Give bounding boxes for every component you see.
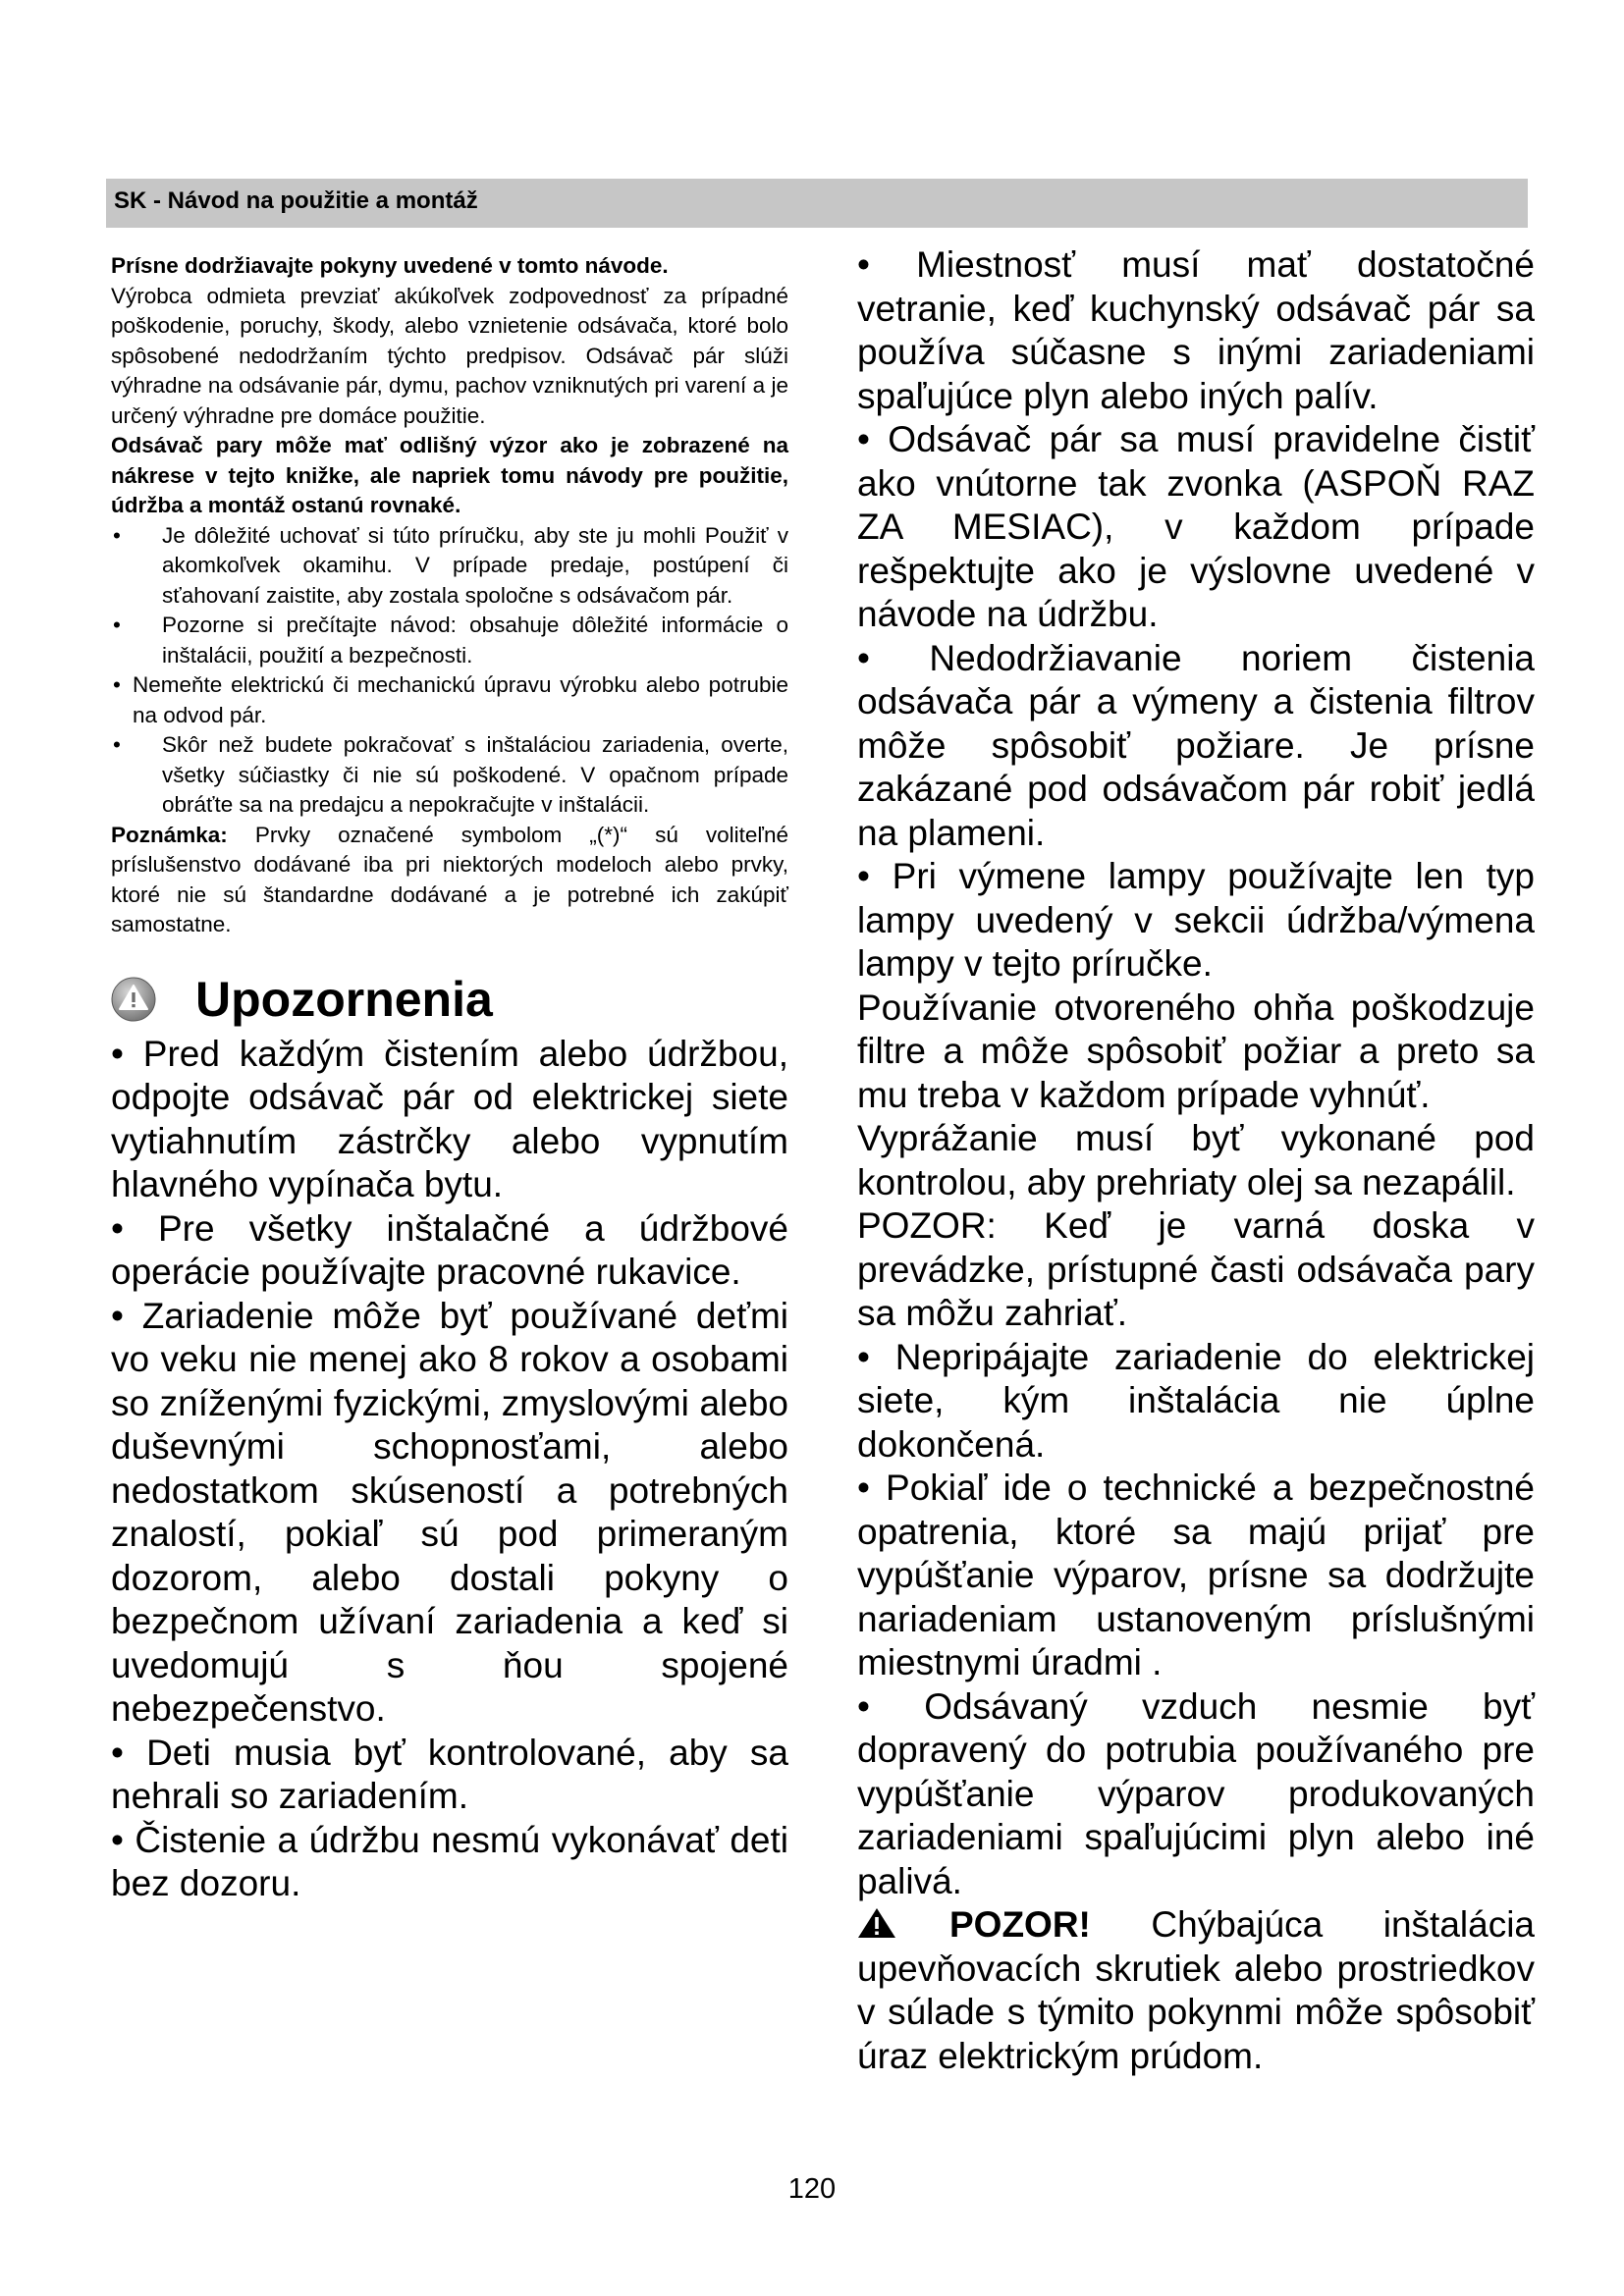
warning-triangle-icon	[857, 1907, 896, 1939]
right-text-block	[857, 243, 1535, 2078]
page-number: 120	[787, 2173, 837, 2205]
warning-circle-icon	[111, 977, 156, 1022]
list-item-text: Pozorne si prečítajte návod: obsahuje dôležité informácie o inštalácii, použití a bezpečnosti.	[162, 613, 788, 667]
warning-item: • Čistenie a údržbu nesmú vykonávať deti bez dozoru.	[111, 1819, 788, 1903]
list-item-text: Nemeňte elektrickú či mechanickú úpravu výrobku alebo potrubie na odvod pár.	[133, 672, 788, 727]
paragraph: POZOR: Keď je varná doska v prevádzke, prístupné časti odsávača pary sa môžu zahriať.	[857, 1205, 1535, 1333]
warning-item: • Deti musia byť kontrolované, aby sa nehrali so zariadením.	[111, 1732, 788, 1816]
section-header-bar	[106, 179, 1528, 228]
section-header-title: SK - Návod na použitie a montáž	[114, 187, 478, 214]
paragraph: • Odsávač pár sa musí pravidelne čistiť ako vnútorne tak zvonka (ASPOŇ RAZ ZA MESIAC), v každom prípade rešpektujte ako je výslovne uvedené v návode na údržbu.	[857, 419, 1535, 634]
warning-item: • Pred každým čistením alebo údržbou, odpojte odsávač pár od elektrickej siete vytiahnutím zástrčky alebo vypnutím hlavného vypínača bytu.	[111, 1033, 788, 1204]
paragraph: Vyprážanie musí byť vykonané pod kontrolou, aby prehriaty olej sa nezapálil.	[857, 1118, 1535, 1202]
list-item: • Je dôležité uchovať si túto príručku, aby ste ju mohli Použiť v akomkoľvek okamihu. V prípade predaje, postúpení či sťahovaní zaistite, aby zostala spoločne s odsávačom pár.	[113, 522, 788, 608]
intro-bold-text: Prísne dodržiavajte pokyny uvedené v tomto návode.	[111, 253, 669, 278]
paragraph: • Pri výmene lampy používajte len typ lampy uvedený v sekcii údržba/výmena lampy v tejto príručke.	[857, 856, 1535, 984]
pozor-label: POZOR!	[949, 1904, 1091, 1945]
left-column	[111, 251, 788, 1906]
section-heading: Upozornenia	[195, 971, 493, 1027]
pozor-text: Chýbajúca inštalácia upevňovacích skrutiek alebo prostriedkov v súlade s týmito pokynmi môže spôsobiť úraz elektrickým prúdom.	[857, 1904, 1535, 2076]
intro-text: Výrobca odmieta prevziať akúkoľvek zodpovednosť za prípadné poškodenie, poruchy, škody, alebo vznietenie odsávača, ktoré bolo spôsobené nedodržaním týchto predpisov. Odsávač pár slúži výhradne na odsávanie pár, dymu, pachov vzniknutých pri varení a je určený výhradne pre domáce použitie.	[111, 283, 788, 428]
paragraph: Používanie otvoreného ohňa poškodzuje filtre a môže spôsobiť požiar a preto sa mu treba v každom prípade vyhnúť.	[857, 987, 1535, 1115]
warnings-list	[111, 1033, 788, 1906]
paragraph: • Odsávaný vzduch nesmie byť dopravený do potrubia používaného pre vypúšťanie výparov produkovaných zariadeniami spaľujúcimi plyn alebo iné palivá.	[857, 1685, 1535, 1901]
warning-item: • Zariadenie môže byť používané deťmi vo veku nie menej ako 8 rokov a osobami so zníženými fyzickými, zmyslovými alebo duševnými schopnosťami, alebo nedostatkom skúseností a potrebných znalostí, pokiaľ sú pod primeraným dozorom, alebo dostali pokyny o bezpečnom užívaní zariadenia a keď si uvedomujú s ňou spojené nebezpečenstvo.	[111, 1295, 788, 1729]
paragraph: • Nedodržiavanie noriem čistenia odsávača pár a výmeny a čistenia filtrov môže spôsobiť požiare. Je prísne zakázané pod odsávačom pár robiť jedlá na plameni.	[857, 637, 1535, 853]
paragraph: • Miestnosť musí mať dostatočné vetranie, keď kuchynský odsávač pár sa používa súčasne s inými zariadeniami spaľujúce plyn alebo iných palív.	[857, 244, 1535, 416]
list-item: • Pozorne si prečítajte návod: obsahuje dôležité informácie o inštalácii, použití a bezpečnosti.	[113, 613, 788, 667]
warning-item: • Pre všetky inštalačné a údržbové operácie používajte pracovné rukavice.	[111, 1207, 788, 1292]
pozor-paragraph	[857, 1903, 1535, 2078]
paragraph: • Pokiaľ ide o technické a bezpečnostné opatrenia, ktoré sa majú prijať pre vypúšťanie výparov, prísne sa dodržujte nariadeniam ustanoveným príslušnými miestnymi úradmi .	[857, 1468, 1535, 1682]
note-text: Prvky označené symbolom „(*)“ sú voliteľné príslušenstvo dodávané iba pri niektorých modeloch alebo prvky, ktoré nie sú štandardne dodávané a je potrebné ich zakúpiť samostatne.	[111, 822, 788, 936]
list-item-text: Je dôležité uchovať si túto príručku, aby ste ju mohli Použiť v akomkoľvek okamihu. V prípade predaje, postúpení či sťahovaní zaistite, aby zostala spoločne s odsávačom pár.	[162, 522, 788, 608]
list-item-text: Skôr než budete pokračovať s inštaláciou zariadenia, overte, všetky súčiastky či nie sú poškodené. V opačnom prípade obráťte sa na predajcu a nepokračujte v inštalácii.	[162, 732, 788, 817]
note-label: Poznámka:	[111, 822, 228, 847]
warnings-heading	[111, 970, 788, 1029]
intro-block	[111, 251, 788, 940]
right-column	[857, 243, 1535, 2078]
appearance-note: Odsávač pary môže mať odlišný výzor ako je zobrazené na nákrese v tejto knižke, ale napriek tomu návody pre použitie, údržba a montáž ostanú rovnaké.	[111, 433, 788, 517]
paragraph: • Nepripájajte zariadenie do elektrickej siete, kým inštalácia nie úplne dokončená.	[857, 1336, 1535, 1465]
note-paragraph	[111, 821, 788, 940]
list-item: • Skôr než budete pokračovať s inštaláciou zariadenia, overte, všetky súčiastky či nie sú poškodené. V opačnom prípade obráťte sa na predajcu a nepokračujte v inštalácii.	[113, 732, 788, 817]
list-item: • Nemeňte elektrickú či mechanickú úpravu výrobku alebo potrubie na odvod pár.	[113, 672, 788, 727]
